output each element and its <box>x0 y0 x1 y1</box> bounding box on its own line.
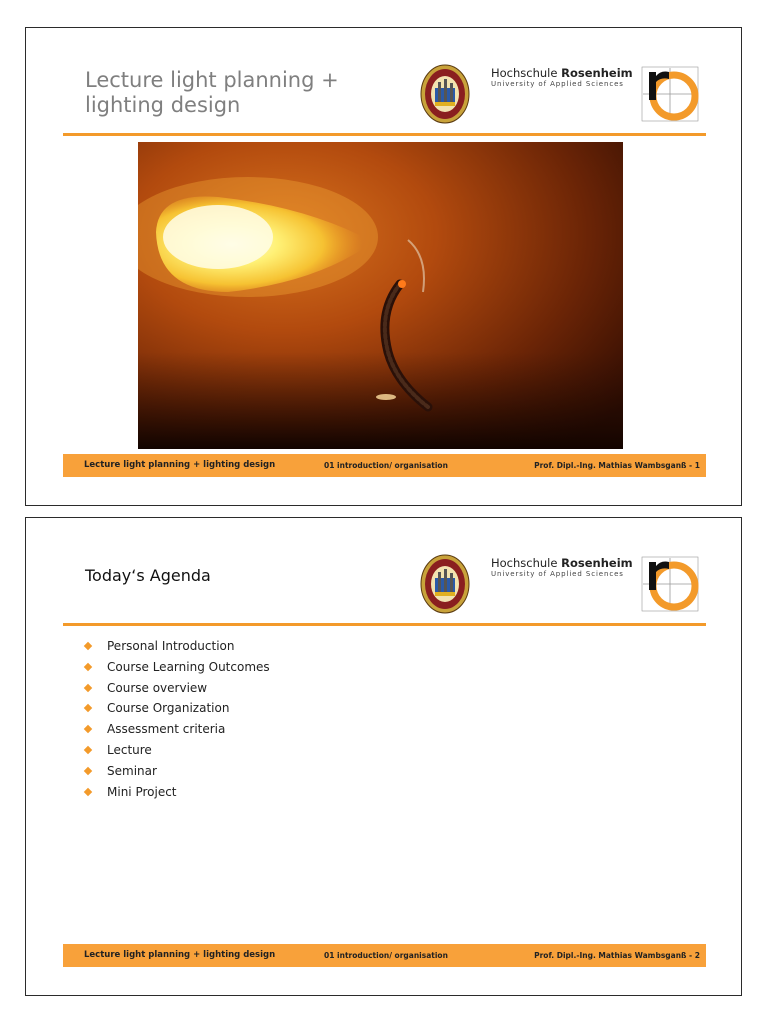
brand-subtitle: University of Applied Sciences <box>491 80 624 88</box>
list-item: Course Learning Outcomes <box>84 657 270 678</box>
list-item: Personal Introduction <box>84 636 270 657</box>
list-item: Lecture <box>84 740 270 761</box>
title-line-2: lighting design <box>85 93 241 117</box>
list-item: Course overview <box>84 678 270 699</box>
slide-1 <box>25 27 742 506</box>
diamond-bullet-icon <box>84 683 92 691</box>
university-seal-icon <box>420 554 470 614</box>
slide-title <box>85 68 385 118</box>
header-divider <box>63 133 706 136</box>
list-item: Assessment criteria <box>84 719 270 740</box>
diamond-bullet-icon <box>84 663 92 671</box>
brand-name: Hochschule Rosenheim <box>491 66 633 80</box>
title-line-1: Lecture light planning + <box>85 68 339 92</box>
slide-footer <box>63 454 706 477</box>
brand-name: Hochschule Rosenheim <box>491 556 633 570</box>
header-divider <box>63 623 706 626</box>
footer-author-page: Prof. Dipl.-Ing. Mathias Wambsganß - 2 <box>534 951 700 960</box>
list-item: Mini Project <box>84 782 270 803</box>
footer-course: Lecture light planning + lighting design <box>84 460 276 470</box>
diamond-bullet-icon <box>84 787 92 795</box>
diamond-bullet-icon <box>84 725 92 733</box>
footer-module: 01 introduction/ organisation <box>324 951 448 960</box>
footer-module: 01 introduction/ organisation <box>324 461 448 470</box>
footer-author-page: Prof. Dipl.-Ing. Mathias Wambsganß - 1 <box>534 461 700 470</box>
slide-2 <box>25 517 742 996</box>
diamond-bullet-icon <box>84 746 92 754</box>
list-item: Seminar <box>84 761 270 782</box>
brand-text <box>491 557 641 579</box>
diamond-bullet-icon <box>84 767 92 775</box>
list-item: Course Organization <box>84 698 270 719</box>
footer-course: Lecture light planning + lighting design <box>84 950 276 960</box>
candle-flame-photo <box>138 142 623 449</box>
university-seal-icon <box>420 64 470 124</box>
agenda-list <box>84 636 270 802</box>
slide-footer <box>63 944 706 967</box>
diamond-bullet-icon <box>84 704 92 712</box>
slide-title: Today‘s Agenda <box>85 566 211 585</box>
brand-text <box>491 67 641 89</box>
ro-logo-icon <box>641 66 699 122</box>
brand-subtitle: University of Applied Sciences <box>491 570 624 578</box>
ro-logo-icon <box>641 556 699 612</box>
diamond-bullet-icon <box>84 642 92 650</box>
